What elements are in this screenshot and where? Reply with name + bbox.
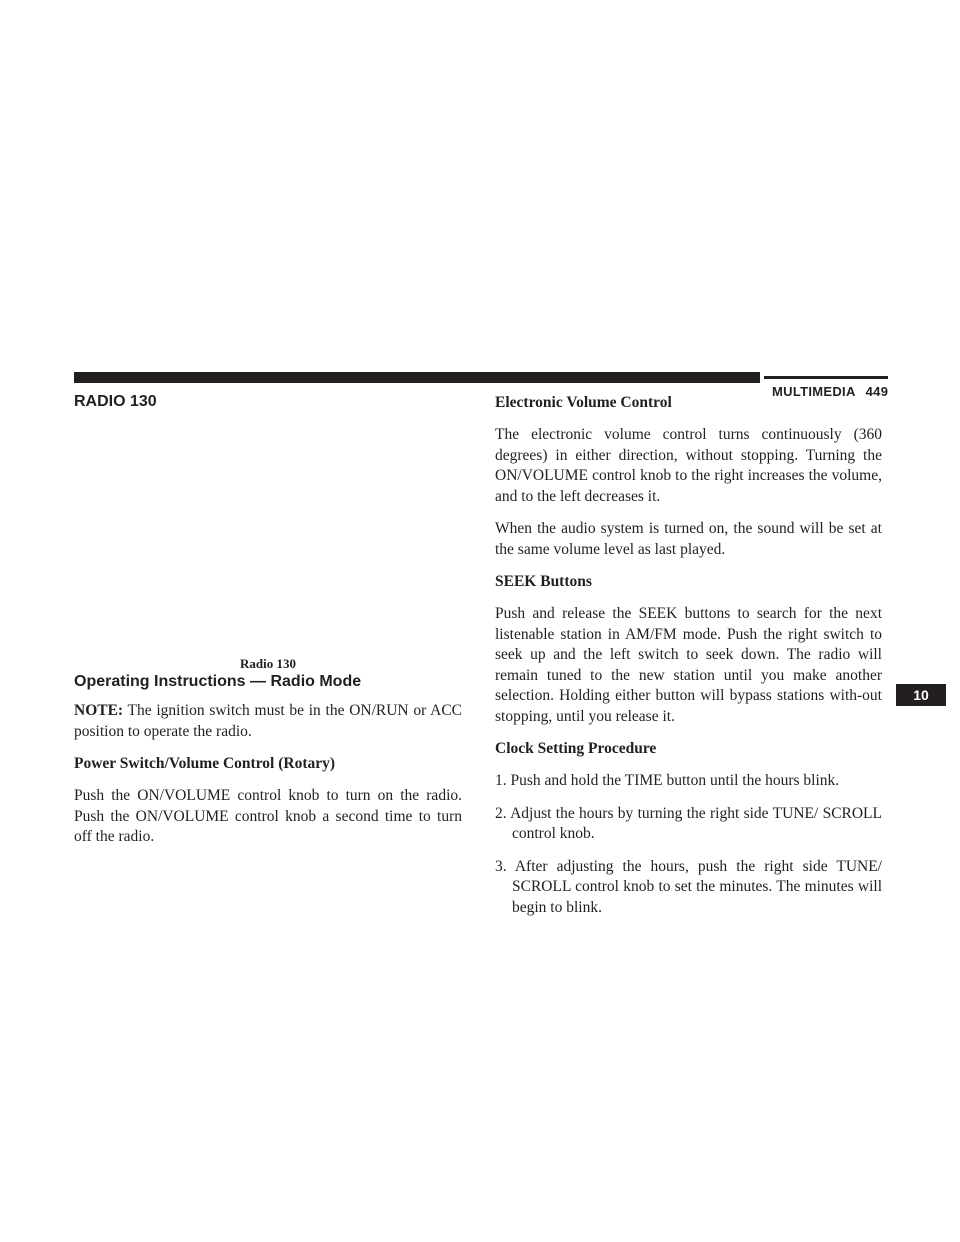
note-label: NOTE:	[74, 702, 124, 719]
clock-heading: Clock Setting Procedure	[495, 740, 657, 757]
list-item: 1. Push and hold the TIME button until the hours blink.	[495, 772, 840, 789]
clock-steps	[495, 771, 882, 918]
page-number: 449	[865, 384, 889, 399]
subsection-title: Operating Instructions — Radio Mode	[74, 673, 362, 690]
list-item: 2. Adjust the hours by turning the right side TUNE/ SCROLL control knob.	[495, 804, 882, 842]
list-item: 3. After adjusting the hours, push the right side TUNE/ SCROLL control knob to set the minutes. The minutes will begin to blink.	[495, 857, 882, 916]
evc-paragraph-2: When the audio system is turned on, the sound will be set at the same volume level as last played.	[495, 520, 882, 558]
left-column	[74, 393, 462, 860]
power-heading: Power Switch/Volume Control (Rotary)	[74, 755, 336, 772]
image-caption: Radio 130	[240, 656, 296, 671]
right-column	[495, 393, 882, 930]
evc-paragraph-1: The electronic volume control turns continuously (360 degrees) in either direction, without stopping. Turning the ON/VOLUME control knob to the right increases the volume, and to the left decreases it.	[495, 426, 882, 505]
evc-heading: Electronic Volume Control	[495, 394, 672, 411]
header-rule-short	[764, 376, 888, 379]
note-text: The ignition switch must be in the ON/RUN or ACC position to operate the radio.	[74, 702, 462, 740]
seek-heading: SEEK Buttons	[495, 573, 592, 590]
note-paragraph	[74, 701, 462, 742]
header-section: MULTIMEDIA	[772, 384, 856, 399]
chapter-tab: 10	[896, 684, 946, 706]
power-paragraph: Push the ON/VOLUME control knob to turn on the radio. Push the ON/VOLUME control knob a second time to turn off the radio.	[74, 787, 462, 845]
section-title: RADIO 130	[74, 393, 157, 410]
radio-image-area	[74, 411, 462, 655]
seek-paragraph: Push and release the SEEK buttons to search for the next listenable station in AM/FM mode. Push the right switch to seek up and the left switch to seek down. The radio will remain tuned to the new station until you make another selection. Holding either button will bypass stations with-out stopping, until you release it.	[495, 605, 882, 725]
header-rule	[74, 372, 760, 383]
